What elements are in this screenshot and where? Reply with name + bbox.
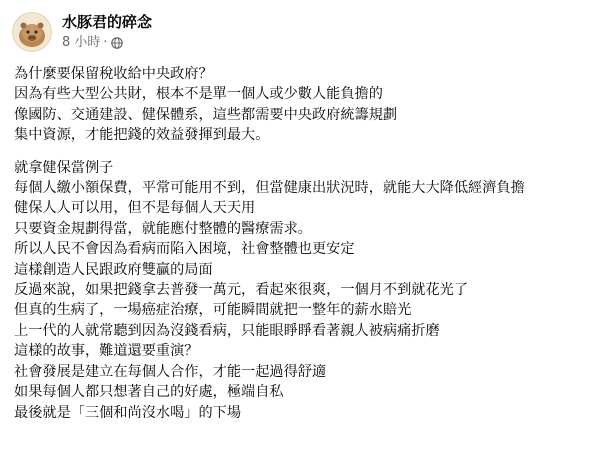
text-line: 社會發展是建立在每個人合作，才能一起過得舒適 — [14, 363, 327, 380]
text-line: 這樣的故事，難道還要重演？ — [14, 343, 199, 360]
text-line: 健保人人可以用，但不是每個人天天用 — [14, 200, 256, 217]
text-line: 為什麼要保留稅收給中央政府？ — [14, 66, 213, 82]
capybara-icon — [14, 14, 50, 50]
post-header — [12, 10, 152, 54]
text-line: 只要資金規劃得當，就能應付整體的醫療需求。 — [14, 220, 312, 237]
text-line: 上一代的人就常聽到因為沒錢看病，只能眼睜睜看著親人被病痛折磨 — [14, 322, 440, 339]
post-subline — [62, 34, 152, 51]
text-line: 集中資源，才能把錢的效益發揮到最大。 — [14, 127, 270, 144]
page-name[interactable]: 水豚君的碎念 — [62, 13, 153, 31]
post-meta — [62, 13, 152, 51]
text-line: 因為有些大型公共財，根本不是單一個人或少數人能負擔的 — [14, 86, 383, 103]
post-timestamp[interactable]: 8 小時 — [62, 35, 101, 50]
text-line: 反過來說，如果把錢拿去普發一萬元，看起來很爽，一個月不到就花光了 — [14, 282, 469, 299]
text-line: 最後就是「三個和尚沒水喝」的下場 — [14, 404, 242, 421]
separator-dot: · — [103, 35, 108, 50]
text-line: 每個人繳小額保費，平常可能用不到，但當健康出狀況時，就能大大降低經濟負擔 — [14, 180, 525, 197]
paragraph-1 — [14, 64, 609, 146]
avatar[interactable] — [12, 12, 52, 52]
text-line: 就拿健保當例子 — [14, 159, 114, 176]
text-line: 像國防、交通建設、健保體系，這些都需要中央政府統籌規劃 — [14, 106, 398, 123]
text-line: 這樣創造人民跟政府雙贏的局面 — [14, 261, 213, 278]
globe-icon[interactable] — [111, 37, 123, 49]
text-line: 所以人民不會因為看病而陷入困境，社會整體也更安定 — [14, 241, 355, 258]
post-body — [14, 64, 609, 435]
text-line: 但真的生病了，一場癌症治療，可能瞬間就把一整年的薪水賠光 — [14, 302, 412, 319]
paragraph-2 — [14, 158, 609, 423]
text-line: 如果每個人都只想著自己的好處，極端自私 — [14, 384, 284, 401]
